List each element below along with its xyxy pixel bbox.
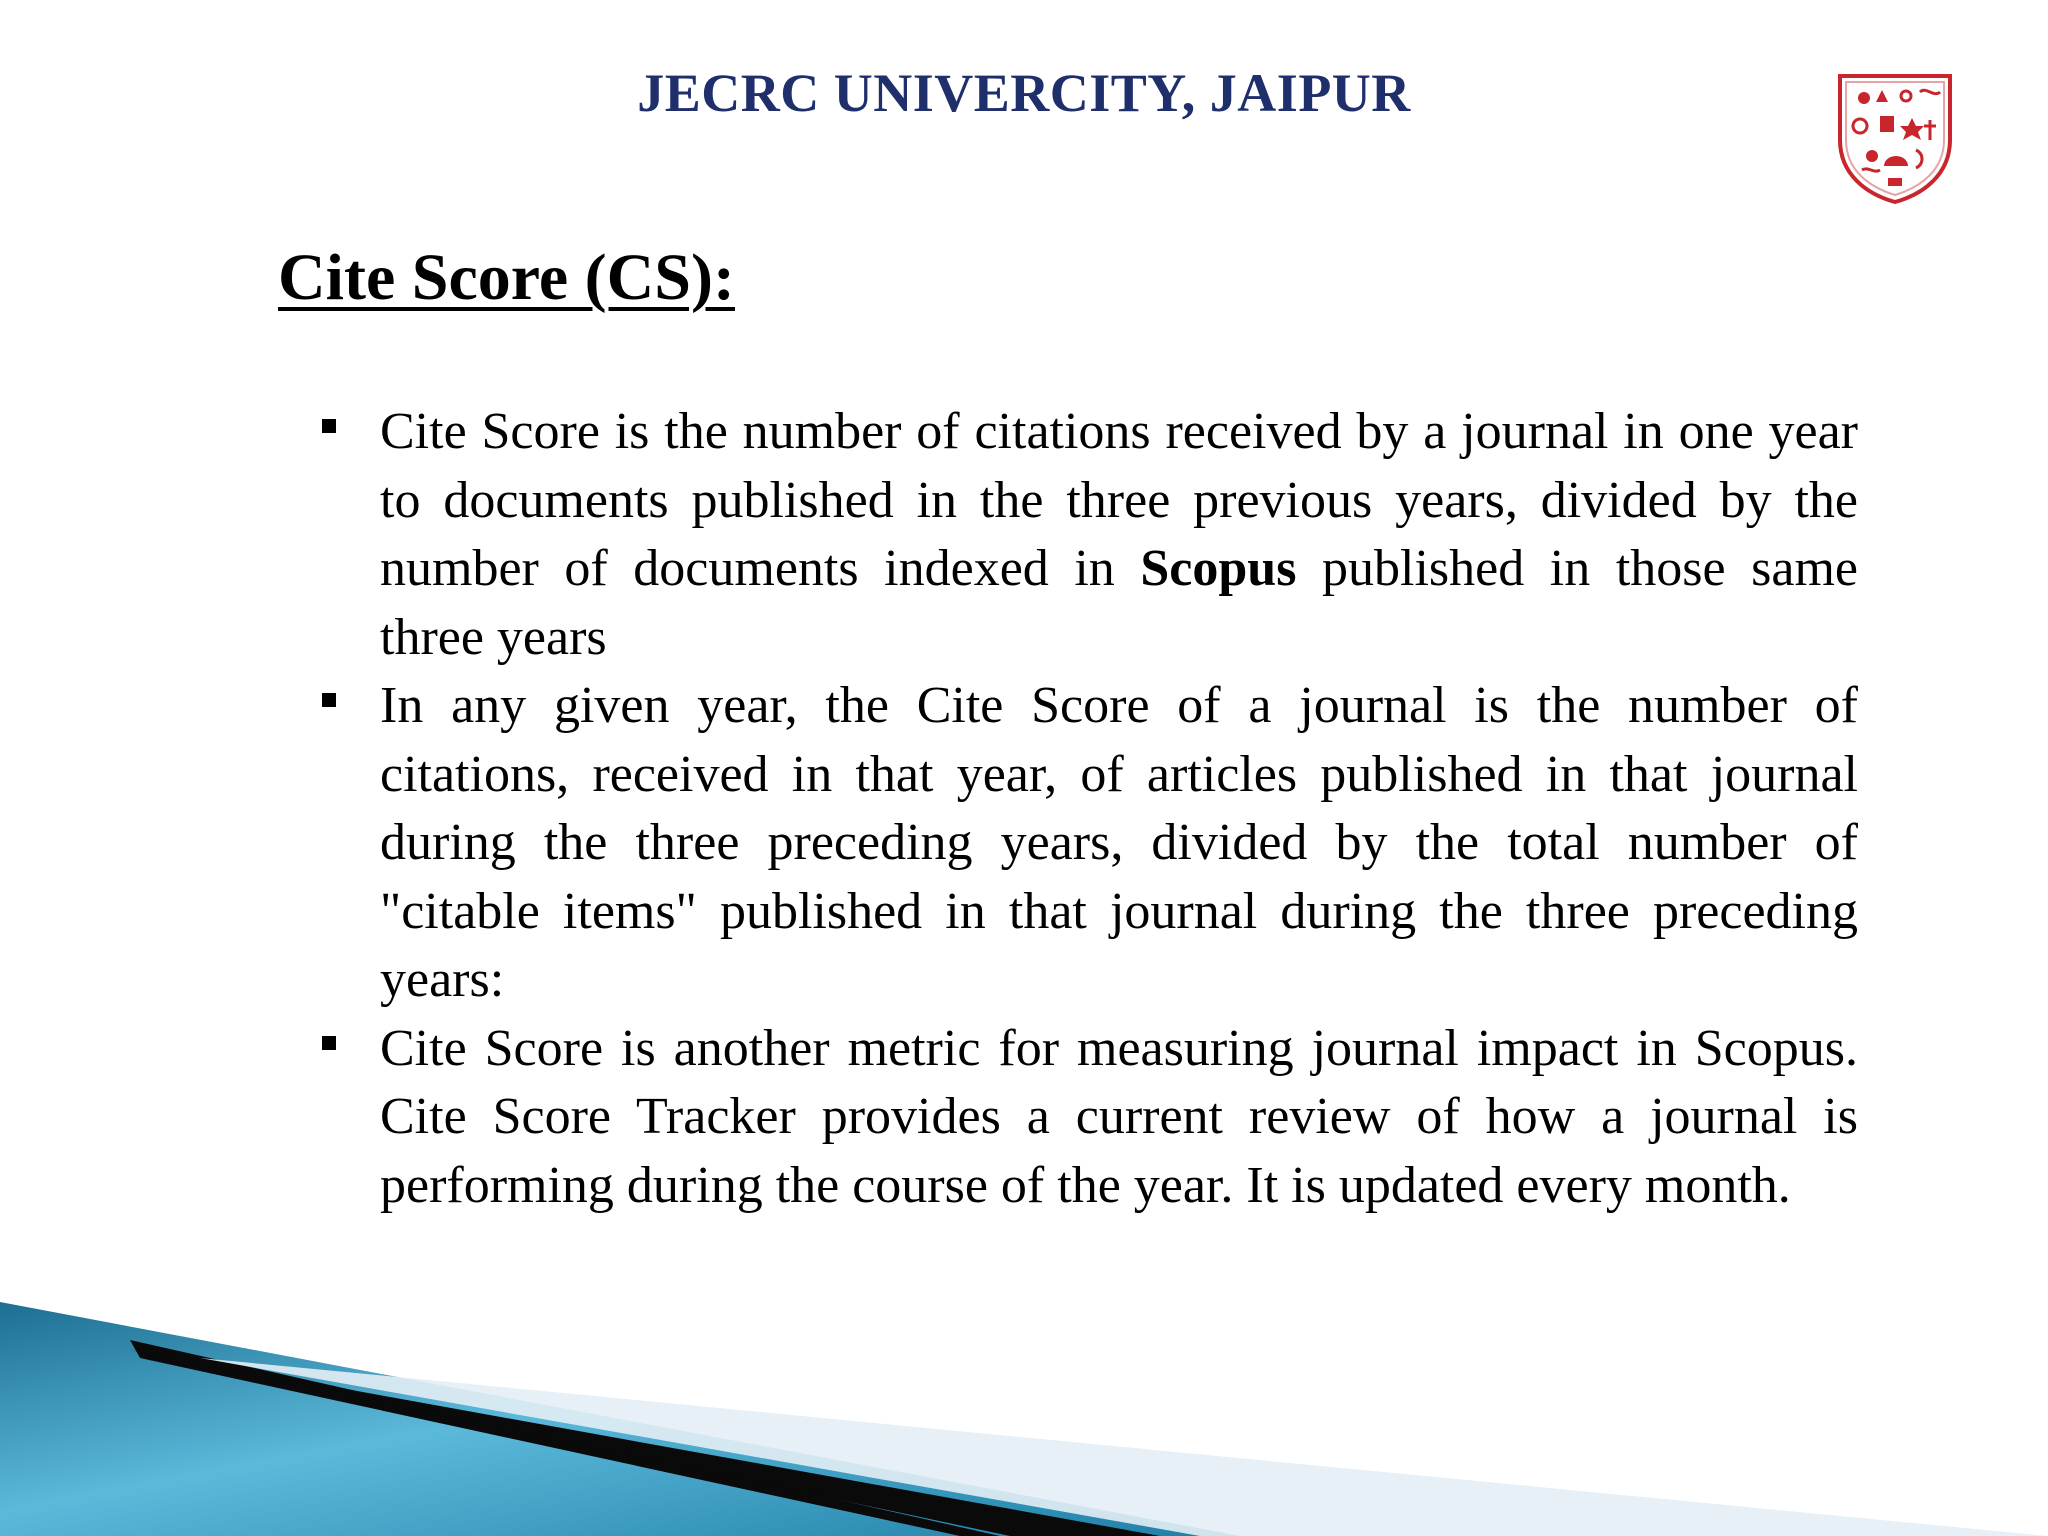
list-item	[380, 1015, 1858, 1221]
square-bullet-icon	[322, 419, 336, 433]
bullet-list	[380, 398, 1858, 1220]
bullet-text: published in those same three years	[380, 540, 1859, 666]
square-bullet-icon	[322, 693, 336, 707]
bullet-bold-text: Scopus	[1140, 540, 1297, 597]
bullet-text: In any given year, the Cite Score of a journal is the number of citations, received in that year, of articles published in that journal during the three preceding years, divided by the total number of "citable items" published in that journal during the three preceding years:	[380, 677, 1858, 1008]
corner-decoration	[0, 1280, 2048, 1536]
list-item	[380, 672, 1858, 1015]
bullet-text: Cite Score is another metric for measuring journal impact in Scopus. Cite Score Tracker provides a current review of how a journal is performing during the course of the year. It is updated every month.	[380, 1019, 1858, 1214]
list-item	[380, 398, 1858, 672]
page-title: JECRC UNIVERCITY, JAIPUR	[637, 63, 1411, 123]
bullet-text: Cite Score is the number of citations received by a journal in one year to documents published in the three previous years, divided by the number of documents indexed in	[380, 403, 1858, 597]
section-heading: Cite Score (CS):	[278, 241, 735, 314]
university-crest-icon	[1832, 70, 1958, 206]
square-bullet-icon	[322, 1036, 336, 1050]
